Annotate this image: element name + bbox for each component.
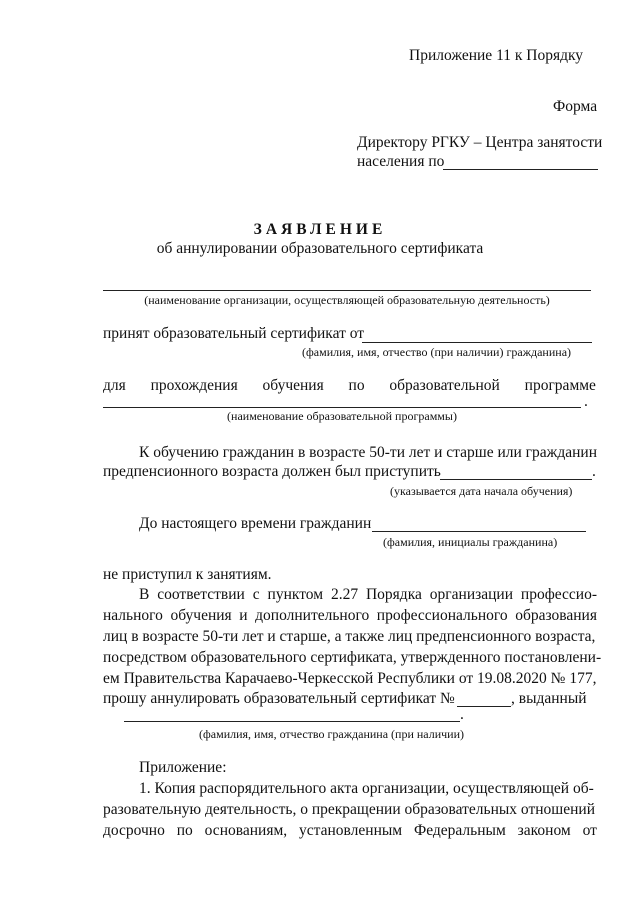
paragraph-word: профессио- (520, 586, 597, 603)
document-subtitle: об аннулировании образовательного сертификата (156, 240, 484, 257)
paragraph-word: и (239, 607, 248, 624)
attachment-item-1-line-2: разовательную деятельность, о прекращении образовательных отношений (103, 801, 595, 818)
appendix-reference: Приложение 11 к Порядку (409, 47, 584, 64)
attachment-word: законом (517, 822, 571, 839)
paragraph-line-5: ем Правительства Карачаево-Черкесской Республики от 19.08.2020 № 177, (103, 670, 597, 687)
attachment-word: установленным (299, 822, 403, 839)
paragraph-word: В (139, 586, 150, 603)
organization-caption: (наименование организации, осуществляющей образовательную деятельность) (144, 293, 550, 307)
program-word: прохождения (150, 377, 238, 394)
paragraph-word: 2.27 (330, 586, 359, 603)
document-title: ЗАЯВЛЕНИЕ (253, 221, 387, 238)
attachment-item-1-line-3 (103, 822, 597, 840)
addressee-line-2: населения по (357, 153, 445, 170)
program-word: образовательной (389, 377, 500, 394)
program-line (103, 377, 596, 395)
paragraph-line-6-prefix: прошу аннулировать образовательный сертификат № (103, 690, 455, 707)
paragraph-word: нального (103, 607, 163, 624)
program-word: по (348, 377, 365, 394)
citizen-name-caption: (фамилия, имя, отчество (при наличии) гражданина) (302, 345, 572, 359)
program-name-blank (103, 407, 581, 408)
paragraph-word: дополнительного (255, 607, 370, 624)
form-label: Форма (553, 98, 598, 115)
paragraph-word: соответствии (157, 586, 245, 603)
accepted-prefix: принят образовательный сертификат от (103, 325, 365, 342)
attachment-word: досрочно (103, 822, 165, 839)
paragraph-word: организации (429, 586, 513, 603)
paragraph-line-4: посредством образовательного сертификата, утвержденного постановлени- (103, 649, 602, 666)
paragraph-word: Порядка (365, 586, 422, 603)
citizen-initials-caption: (фамилия, инициалы гражданина) (383, 535, 558, 549)
program-word: для (103, 377, 126, 394)
issued-to-end: . (460, 706, 464, 723)
paragraph-line-1 (139, 586, 597, 604)
start-date-caption: (указывается дата начала обучения) (390, 484, 573, 498)
paragraph-line-2 (103, 607, 597, 625)
training-line-2: предпенсионного возраста должен был приступить (103, 463, 441, 480)
certificate-number-blank (457, 706, 511, 707)
training-line-1: К обучению гражданин в возрасте 50-ти лет и старше или гражданин (139, 444, 598, 461)
attachment-label: Приложение: (139, 759, 227, 776)
paragraph-line-6-suffix: , выданный (511, 690, 587, 707)
attachment-item-1-line-1: 1. Копия распорядительного акта организации, осуществляющей об- (139, 780, 594, 797)
paragraph-word: образования (515, 607, 597, 624)
addressee-line-1: Директору РГКУ – Центра занятости (357, 134, 603, 151)
attachment-word: от (582, 822, 597, 839)
program-line-end: . (584, 393, 588, 410)
attachment-word: по (176, 822, 193, 839)
program-word: программе (524, 377, 596, 394)
attachment-word: основаниям, (204, 822, 288, 839)
citizen-name-blank (362, 342, 592, 343)
employment-center-blank (443, 169, 598, 170)
organization-blank (103, 290, 591, 291)
program-name-caption: (наименование образовательной программы) (227, 409, 457, 423)
program-word: обучения (262, 377, 324, 394)
attachment-word: Федеральным (413, 822, 506, 839)
paragraph-word: с (252, 586, 260, 603)
training-line-end: . (592, 463, 596, 480)
until-now-prefix: До настоящего времени гражданин (139, 515, 372, 532)
paragraph-line-3: лиц в возрасте 50-ти лет и старше, а также лиц предпенсионного возраста, (103, 628, 596, 645)
paragraph-word: пунктом (267, 586, 324, 603)
paragraph-word: профессионального (376, 607, 508, 624)
issued-to-caption: (фамилия, имя, отчество гражданина (при наличии) (199, 727, 465, 741)
citizen-initials-blank (372, 531, 586, 532)
paragraph-word: обучения (170, 607, 232, 624)
start-date-blank (440, 479, 592, 480)
issued-to-blank (124, 721, 460, 722)
not-started-text: не приступил к занятиям. (103, 566, 272, 583)
